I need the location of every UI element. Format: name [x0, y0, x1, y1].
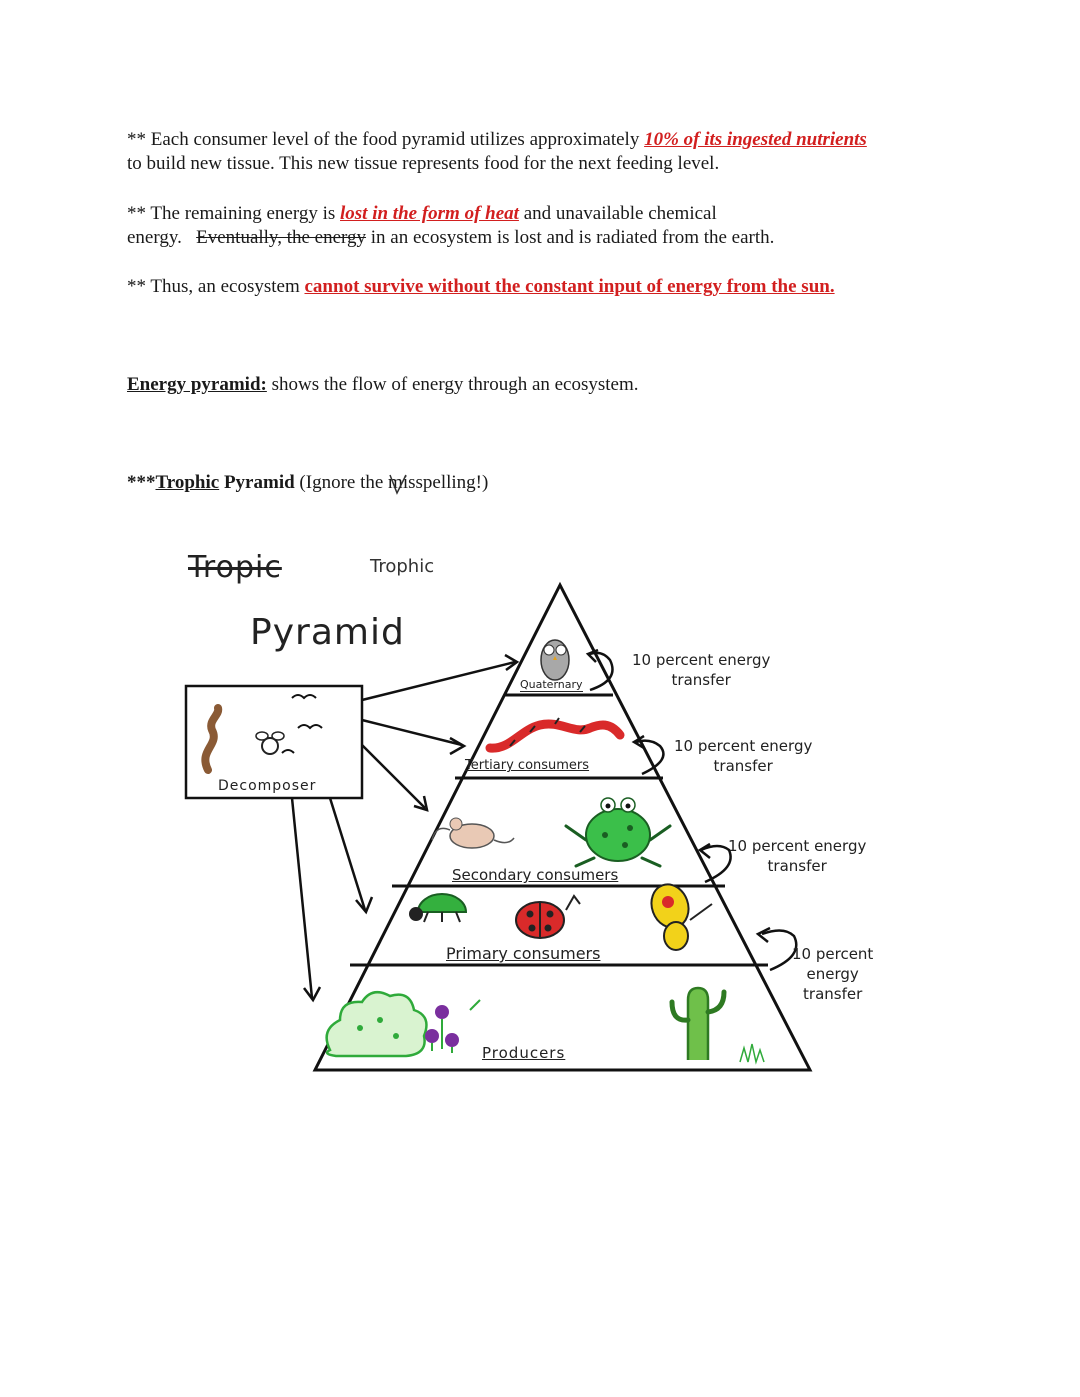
arrow-to-secondary [362, 745, 425, 808]
diagram-title-correction: Trophic [370, 556, 435, 577]
transfer-label-3: 10 percent energy transfer [728, 837, 867, 875]
para2-line2a: energy. [127, 227, 197, 248]
label-primary: Primary consumers [446, 944, 601, 963]
arrow-to-quaternary [362, 662, 515, 700]
para3-highlight: cannot survive without the constant input of energy from the sun. [304, 276, 835, 297]
decomposer-label: Decomposer [218, 778, 317, 794]
para2-suffix: and unavailable chemical [518, 203, 717, 224]
label-quaternary: Quaternary [520, 678, 583, 691]
paragraph-sun-input [127, 275, 967, 299]
heading-trophic: Trophic [155, 472, 220, 493]
diagram-title-line2: Pyramid [250, 612, 405, 653]
diagram-title-struck: Tropic [188, 550, 282, 585]
flowers-icon [425, 1000, 480, 1053]
heading-stars: *** [127, 472, 156, 493]
paragraph-ten-percent [127, 128, 967, 176]
para2-text: ** The remaining energy is [127, 203, 340, 224]
heading-pyramid: Pyramid [219, 472, 295, 493]
arrow-to-tertiary [362, 720, 462, 745]
definition-text: shows the flow of energy through an ecosystem. [266, 374, 639, 395]
para2-struck-text: Eventually, the energy [196, 227, 367, 248]
para1-highlight: 10% of its ingested nutrients [644, 129, 867, 150]
snake-icon [490, 724, 620, 748]
transfer-label-4: 10 percent energy transfer [792, 945, 874, 1003]
trophic-heading [127, 471, 967, 495]
label-tertiary: Tertiary consumers [465, 758, 590, 773]
para2-line2b: in an ecosystem is lost and is radiated from the earth. [366, 227, 775, 248]
para1-line2: to build new tissue. This new tissue represents food for the next feeding level. [127, 153, 720, 174]
transfer-label-1: 10 percent energy transfer [632, 651, 771, 689]
grass-icon [740, 1044, 764, 1062]
para1-text: ** Each consumer level of the food pyramid utilizes approximately [127, 129, 645, 150]
paragraph-heat-loss [127, 202, 967, 250]
energy-pyramid-definition [127, 373, 967, 397]
transfer-label-2: 10 percent energy transfer [674, 737, 813, 775]
heading-note: (Ignore the misspelling!) [294, 472, 489, 493]
caret-mark-icon [388, 473, 408, 495]
label-secondary: Secondary consumers [452, 866, 619, 884]
label-producers: Producers [482, 1044, 566, 1062]
arrow-to-primary [330, 798, 365, 910]
frog-icon [586, 809, 650, 861]
para3-text: ** Thus, an ecosystem [127, 276, 305, 297]
trophic-pyramid-diagram [180, 550, 920, 1080]
para2-highlight: lost in the form of heat [340, 203, 519, 224]
bush-icon [327, 992, 427, 1056]
cactus-icon [688, 988, 708, 1060]
beetle-icon [418, 894, 466, 912]
definition-term: Energy pyramid: [127, 374, 267, 395]
arrow-to-producers [292, 798, 312, 998]
